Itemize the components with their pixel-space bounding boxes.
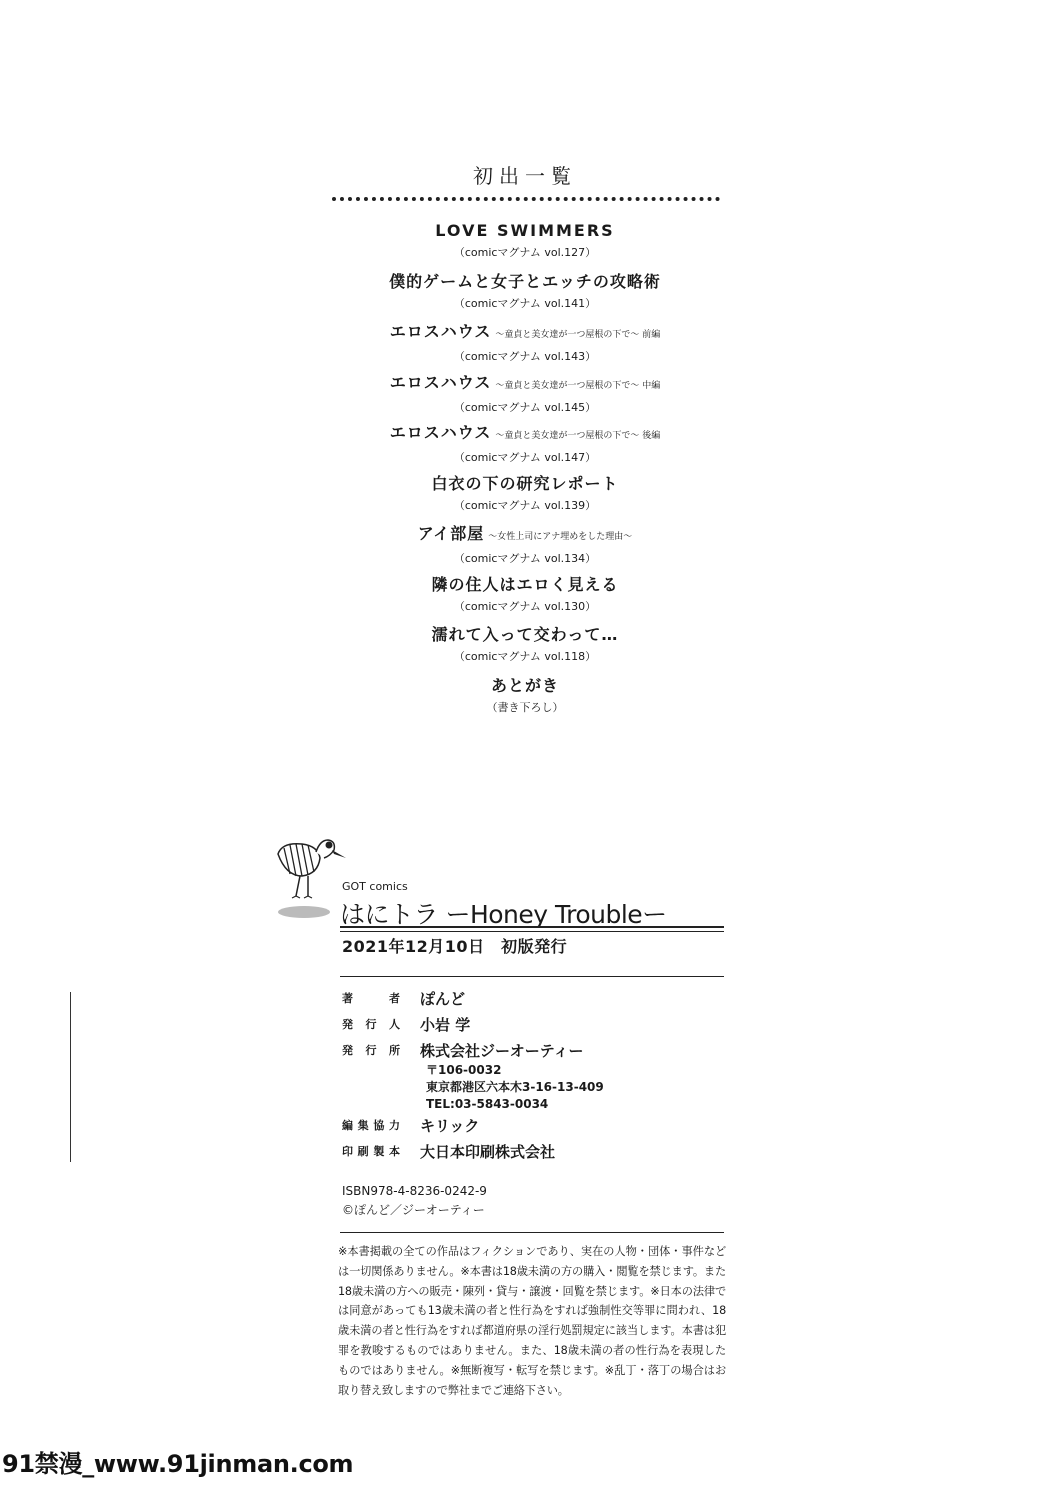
date-divider xyxy=(340,976,724,977)
toc-entry-title: アイ部屋 ～女性上司にアナ埋めをした理由～ xyxy=(417,524,633,543)
toc-entry-source: （書き下ろし） xyxy=(486,700,564,714)
publication-date: 2021年12月10日 初版発行 xyxy=(342,937,568,956)
postal-code: 〒106-0032 xyxy=(426,1063,502,1077)
toc-entry-title: エロスハウス ～童貞と美女達が一つ屋根の下で～ 前編 xyxy=(389,322,661,341)
toc-entry-source: （comicマグナム vol.139） xyxy=(453,498,597,512)
toc-heading: 初出一覧 xyxy=(473,164,577,188)
toc-entry-title: 隣の住人はエロく見える xyxy=(431,574,619,594)
watermark-text: 91禁漫_www.91jinman.com xyxy=(2,1450,354,1478)
credit-label: 発行人 xyxy=(342,1018,400,1031)
credit-value: 株式会社ジーオーティー xyxy=(420,1042,584,1060)
toc-entry-source: （comicマグナム vol.147） xyxy=(453,451,597,464)
credit-label: 印刷製本 xyxy=(342,1145,400,1158)
toc-entry-title: 白衣の下の研究レポート xyxy=(431,473,619,493)
toc-entry-title: LOVE SWIMMERS xyxy=(435,221,615,240)
toc-entry xyxy=(330,673,720,724)
title-double-rule xyxy=(340,926,724,932)
toc-entry xyxy=(330,370,720,421)
disclaimer-text: ※本書掲載の全ての作品はフィクションであり、実在の人物・団体・事件などは一切関係ありません。※本書は18歳未満の方の購入・閲覧を禁じます。また18歳未満の方への販売・陳列・貸与・譲渡・回覧を禁じます。※日本の法律では同意があっても13歳未満の者と性行為をすれば強制性交等罪に問われ、18歳未満の者と性行為をすれば都道府県の淫行処罰規定に該当します。本書は犯罪を教唆するものではありません。また、18歳未満の者の性行為を表現したものではありません。※無断複写・転写を禁じます。※乱丁・落丁の場合はお取り替え致しますので弊社までご連絡下さい。 xyxy=(338,1245,726,1397)
book-title: はにトラ ーHoney Troubleー xyxy=(340,900,667,929)
credit-value: ぽんど xyxy=(420,990,466,1008)
toc-entry-subtitle: ～童貞と美女達が一つ屋根の下で～ 後編 xyxy=(495,431,661,441)
toc-entry-source: （comicマグナム vol.134） xyxy=(453,552,597,565)
credit-value: 小岩 学 xyxy=(420,1016,471,1034)
credit-value: キリック xyxy=(420,1117,480,1135)
toc-entry-source: （comicマグナム vol.141） xyxy=(453,296,597,310)
disclaimer-divider xyxy=(340,1232,724,1233)
toc-entry-title: エロスハウス ～童貞と美女達が一つ屋根の下で～ 後編 xyxy=(389,423,661,442)
toc-entry-title: エロスハウス ～童貞と美女達が一つ屋根の下で～ 中編 xyxy=(389,372,661,392)
toc-entry-subtitle: ～童貞と美女達が一つ屋根の下で～ 中編 xyxy=(495,380,661,391)
toc-entry-source: （comicマグナム vol.118） xyxy=(453,650,597,663)
copyright: ©ぽんど／ジーオーティー xyxy=(342,1203,485,1217)
toc-entry-title: あとがき xyxy=(490,675,559,695)
credit-label: 編集協力 xyxy=(342,1119,400,1132)
toc-entry xyxy=(330,319,720,370)
toc-entry xyxy=(330,218,720,269)
toc-entry-subtitle: ～女性上司にアナ埋めをした理由～ xyxy=(488,532,633,542)
isbn: ISBN978-4-8236-0242-9 xyxy=(342,1184,487,1198)
toc-entry-title: 濡れて入って交わって… xyxy=(431,625,619,644)
credit-column-divider xyxy=(70,992,71,1162)
toc-entry-source: （comicマグナム vol.127） xyxy=(453,246,597,259)
toc-entry-source: （comicマグナム vol.130） xyxy=(453,599,597,613)
toc-entry xyxy=(330,521,720,572)
credit-value: 大日本印刷株式会社 xyxy=(420,1143,556,1161)
toc-entry-source: （comicマグナム vol.143） xyxy=(453,350,597,363)
toc-entry xyxy=(330,622,720,673)
toc-entry-source: （comicマグナム vol.145） xyxy=(453,400,597,414)
telephone: TEL:03-5843-0034 xyxy=(426,1097,549,1111)
toc-dotted-divider xyxy=(332,197,720,201)
toc-entry xyxy=(330,269,720,320)
toc-entry-title: 僕的ゲームと女子とエッチの攻略術 xyxy=(389,271,661,291)
toc-entry xyxy=(330,420,720,471)
series-label: GOT comics xyxy=(342,880,408,893)
toc-list xyxy=(330,218,720,723)
credit-label: 発行所 xyxy=(342,1044,400,1057)
toc-entry xyxy=(330,471,720,522)
toc-entry-subtitle: ～童貞と美女達が一つ屋根の下で～ 前編 xyxy=(495,330,661,340)
toc-entry xyxy=(330,572,720,623)
credit-label: 著者 xyxy=(342,992,400,1005)
street-address: 東京都港区六本木3-16-13-409 xyxy=(426,1080,604,1094)
